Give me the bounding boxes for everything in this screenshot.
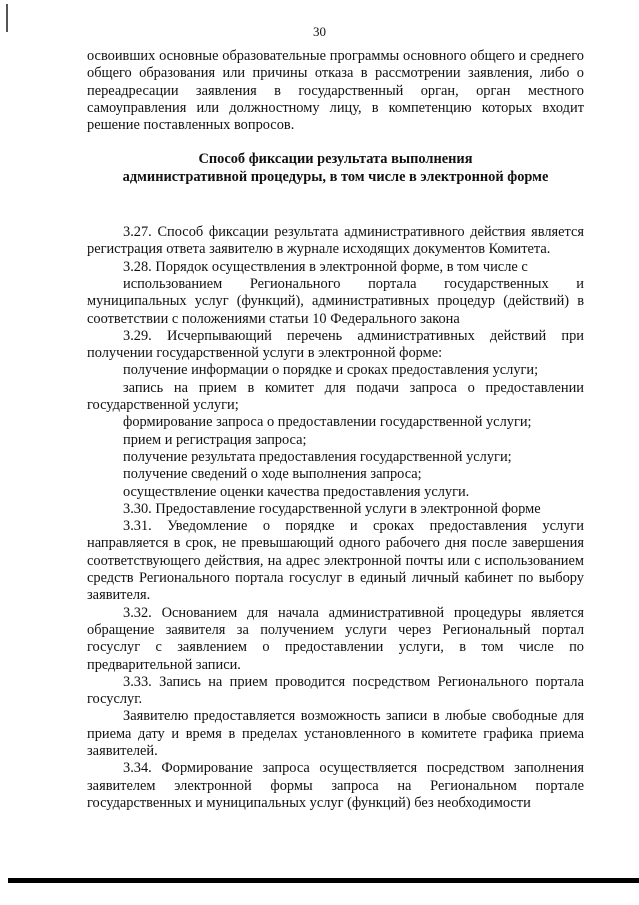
list-item: прием и регистрация запроса;: [123, 431, 307, 448]
document-body: [87, 48, 584, 812]
heading-line-1: Способ фиксации результата выполнения: [198, 151, 473, 168]
list-item: получение сведений о ходе выполнения запроса;: [123, 466, 422, 483]
page-number: 30: [313, 24, 326, 39]
continuation-paragraph: освоивших основные образовательные программы основного общего и среднего общего образования или причины отказа в рассмотрении заявления, либо о переадресации заявления в государственный орган, орган местного самоуправления или должностному лицу, в компетенцию которых входит решение поставленных вопросов.: [87, 48, 584, 134]
paragraph-3-33-b: Заявителю предоставляется возможность записи в любые свободные для приема дату и время в пределах установленного в комитете графика приема заявителей.: [87, 708, 584, 759]
list-item: получение информации о порядке и сроках предоставления услуги;: [123, 362, 539, 379]
paragraph-3-34: 3.34. Формирование запроса осуществляется посредством заполнения заявителем электронной формы запроса на Региональном портале государственных и муниципальных услуг (функций) без необходимости: [87, 760, 584, 811]
paragraph-3-29: 3.29. Исчерпывающий перечень административных действий при получении государственной услуги в электронной форме:: [87, 327, 584, 362]
section-heading: [87, 151, 584, 186]
list-item: запись на прием в комитет для подачи запроса о предоставлении государственной услуги;: [87, 379, 584, 414]
paragraph-3-28-rest: использованием Регионального портала государственных и муниципальных услуг (функций), административных процедур (действий) в соответствии с положениями статьи 10 Федерального закона: [87, 275, 584, 327]
paragraph-3-27: 3.27. Способ фиксации результата административного действия является регистрация ответа заявителю в журнале исходящих документов Комитета.: [87, 224, 584, 258]
list-item: получение результата предоставления государственной услуги;: [123, 448, 512, 465]
paragraph-3-33: 3.33. Запись на прием проводится посредством Регионального портала госуслуг.: [87, 673, 584, 708]
list-item: осуществление оценки качества предоставления услуги.: [123, 483, 470, 500]
paragraph-3-30: 3.30. Предоставление государственной услуги в электронной форме: [123, 500, 541, 517]
heading-line-2: административной процедуры, в том числе в электронной форме: [122, 168, 549, 185]
paragraph-3-32: 3.32. Основанием для начала административной процедуры является обращение заявителя за получением услуги через Региональный портал госуслуг с заявлением о предоставлении услуги, в том числе по предварительной записи.: [87, 604, 584, 673]
paragraph-3-28-line1: 3.28. Порядок осуществления в электронной форме, в том числе с: [123, 258, 528, 275]
paragraph-3-31: 3.31. Уведомление о порядке и сроках предоставления услуги направляется в срок, не превышающий одного рабочего дня после завершения соответствующего действия, на адрес электронной почты или с использованием средств Регионального портала госуслуг в единый личный кабинет по выбору заявителя.: [87, 518, 584, 604]
scan-bottom-bar: [8, 878, 639, 883]
list-item: формирование запроса о предоставлении государственной услуги;: [123, 414, 532, 431]
